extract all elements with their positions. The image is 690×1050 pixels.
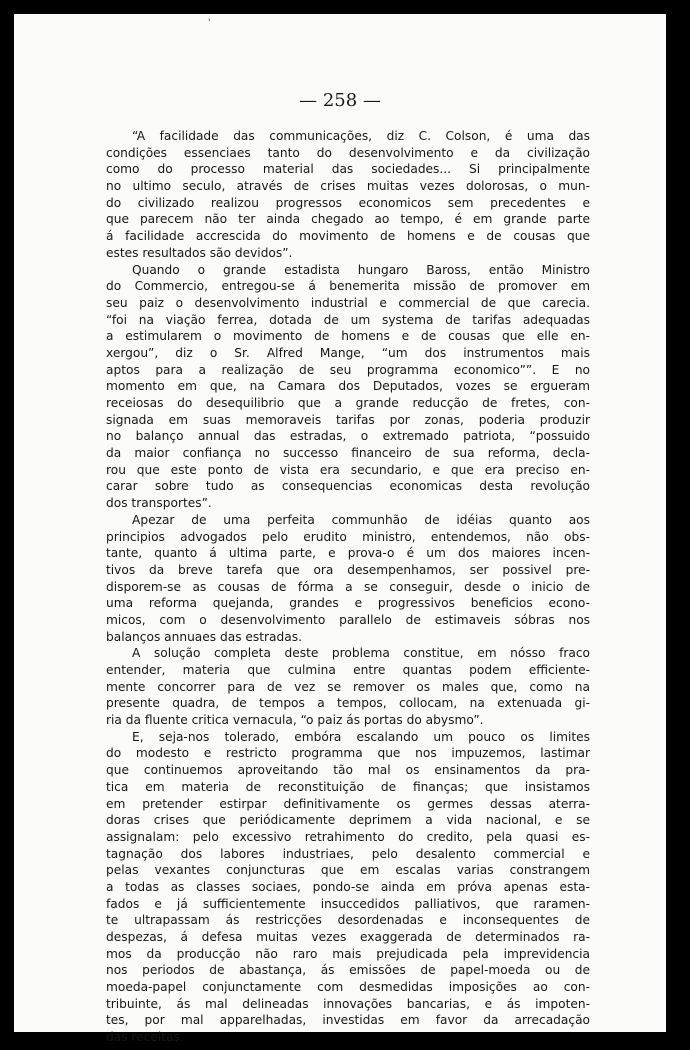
- text-line: á facilidade accrescida do movimento de homens e de cousas que: [106, 229, 590, 244]
- body-text: [106, 128, 590, 1046]
- text-line: xergou”, diz o Sr. Alfred Mange, “um dos instrumentos mais: [106, 345, 590, 360]
- text-line: aptos para a realização de seu programma economico””. E no: [106, 362, 590, 377]
- text-line: nos periodos de abastança, ás emissões de papel-moeda ou de: [106, 963, 590, 978]
- text-line: presente quadra, de tempos a tempos, collocam, na extenuada gi-: [106, 696, 590, 711]
- text-line: rou que este ponto de vista era secundario, e que era preciso en-: [106, 462, 590, 477]
- text-line: micos, com o desenvolvimento parallelo de estimaveis sóbras nos: [106, 612, 590, 627]
- text-line: “foi na viação ferrea, dotada de um systema de tarifas adequadas: [106, 312, 590, 327]
- text-line: doras crises que periódicamente deprimem a vida nacional, e se: [106, 813, 590, 828]
- text-line: a estimularem o movimento de homens e de cousas que elle en-: [106, 329, 590, 344]
- text-line: tribuinte, ás mal delineadas innovações bancarias, e ás impoten-: [106, 996, 590, 1011]
- text-line: que parecem não ter ainda chegado ao tempo, é em grande parte: [106, 212, 590, 227]
- text-line: mos da producção não raro mais prejudicada pela imprevidencia: [106, 946, 590, 961]
- text-line: tivos da breve tarefa que ora desempenhamos, ser possivel pre-: [106, 562, 590, 577]
- text-line: que continuemos aproveitando tão mal os ensinamentos da pra-: [106, 763, 590, 778]
- text-line: assignalam: pelo excessivo retrahimento do credito, pela quasi es-: [106, 829, 590, 844]
- text-line: pelas vexantes conjuncturas que em escalas varias constrangem: [106, 863, 590, 878]
- page-number: — 258 —: [299, 90, 381, 111]
- book-page: [14, 14, 666, 1045]
- text-line: como do processo material das sociedades... Si principalmente: [106, 162, 590, 177]
- text-line: a todas as classes sociaes, pondo-se ainda em próva apenas esta-: [106, 879, 590, 894]
- text-line: dos transportes”.: [106, 496, 212, 511]
- text-line: A solução completa deste problema constitue, em nósso fraco: [132, 646, 590, 661]
- text-line: receiosas do desequilibrio que a grande reducção de fretes, con-: [106, 396, 590, 410]
- text-line: fados e já sufficientemente insuccedidos palliativos, que raramen-: [106, 896, 590, 911]
- text-line: uma reforma quejanda, grandes e progressivos beneficios econo-: [106, 596, 590, 611]
- text-line: te ultrapassam ás restricções desordenadas e inconsequentes de: [106, 913, 590, 928]
- text-line: balanços annuaes das estradas.: [106, 629, 302, 644]
- text-line: momento em que, na Camara dos Deputados, vozes se ergueram: [106, 379, 590, 394]
- text-line: carar sobre tudo as consequencias economicas desta revolução: [106, 479, 590, 494]
- text-line: em pretender estirpar definitivamente os germes dessas aterra-: [106, 796, 590, 811]
- text-line: tante, quanto á ultima parte, e prova-o é um dos maiores incen-: [106, 546, 590, 561]
- text-line: Quando o grande estadista hungaro Baross, então Ministro: [132, 262, 590, 277]
- text-line: estes resultados são devidos”.: [106, 245, 293, 260]
- text-line: das receitas.: [106, 1030, 184, 1045]
- text-line: mente concorrer para de vez se remover os males que, como na: [106, 679, 590, 694]
- text-line: principios advogados pelo erudito ministro, entendemos, não obs-: [106, 529, 590, 544]
- text-line: moeda-papel conjunctamente com desmedidas imposições ao con-: [106, 980, 590, 995]
- text-line: disporem-se as cousas de fórma a se conseguir, desde o inicio de: [106, 579, 590, 594]
- text-line: da maior confiança no successo financeiro de sua reforma, decla-: [106, 446, 590, 461]
- text-line: E, seja-nos tolerado, embóra escalando um pouco os limites: [132, 729, 590, 744]
- text-line: tagnação dos labores industriaes, pelo desalento commercial e: [106, 846, 590, 861]
- text-line: tes, por mal apparelhadas, investidas em favor da arrecadação: [106, 1013, 590, 1028]
- text-line: no balanço annual das estradas, o extremado patriota, “possuido: [106, 429, 590, 444]
- text-line: signada em suas memoraveis tarifas por zonas, poderia produzir: [106, 412, 590, 427]
- print-speck: ': [208, 18, 211, 28]
- text-line: “A facilidade das communicações, diz C. Colson, é uma das: [132, 129, 590, 143]
- text-line: despezas, á defesa muitas vezes exaggerada de determinados ra-: [106, 930, 590, 944]
- text-line: seu paiz o desenvolvimento industrial e commercial de que carecia.: [106, 295, 590, 310]
- text-line: do Commercio, entregou-se á benemerita missão de promover em: [106, 279, 590, 294]
- text-line: ria da fluente critica vernacula, “o paiz ás portas do abysmo”.: [106, 713, 484, 728]
- text-line: no ultimo seculo, através de crises muitas vezes dolorosas, o mun-: [106, 179, 590, 194]
- text-line: tica em materia de reconstituição de finanças; que insistamos: [106, 779, 590, 794]
- text-line: do civilizado realizou progressos economicos sem precedentes e: [106, 195, 590, 210]
- text-line: condições essenciaes tanto do desenvolvimento e da civilização: [106, 145, 590, 160]
- text-line: Apezar de uma perfeita communhão de idéias quanto aos: [132, 512, 590, 527]
- text-line: do modesto e restricto programma que nos impuzemos, lastimar: [106, 746, 590, 761]
- text-line: entender, materia que culmina entre quantas podem efficiente-: [106, 663, 590, 677]
